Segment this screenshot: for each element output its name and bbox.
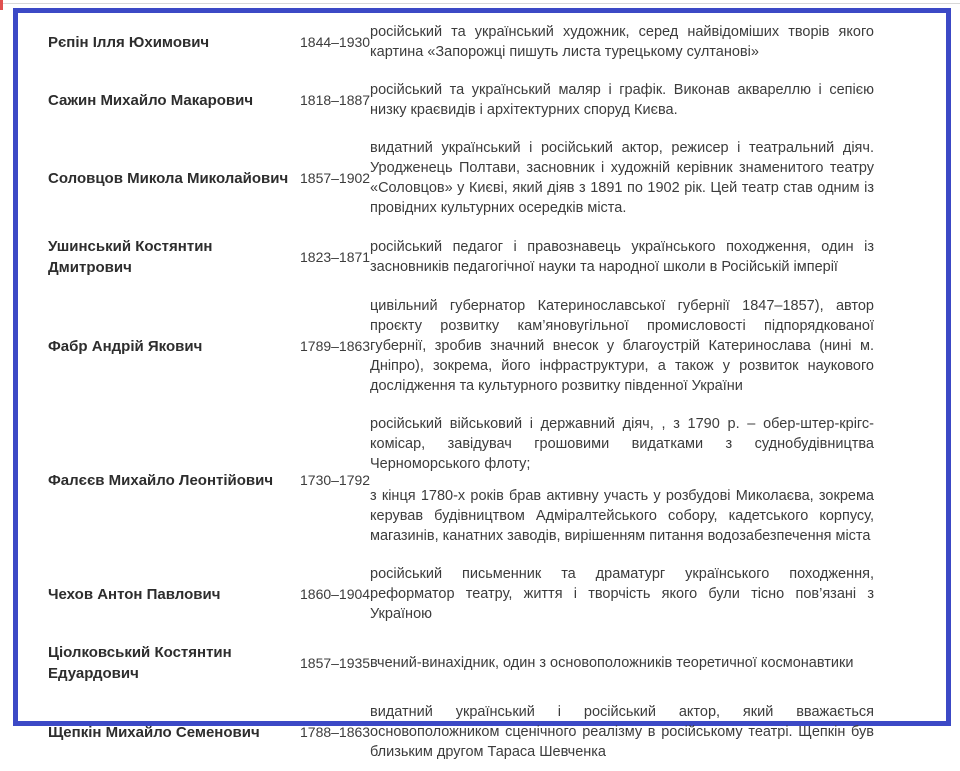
person-name: Ушинський Костянтин Дмитрович xyxy=(48,238,213,276)
table-row xyxy=(18,555,946,633)
person-name: Соловцов Микола Миколайович xyxy=(48,169,289,187)
person-description xyxy=(370,227,946,287)
table-row xyxy=(18,405,946,555)
person-years: 1730–1792 xyxy=(300,472,371,488)
table-row xyxy=(18,129,946,227)
person-years: 1857–1935 xyxy=(300,655,371,671)
table-frame xyxy=(13,8,951,760)
description-paragraph: російський та український художник, серед найвідоміших творів якого картина «Запорожці пишуть листа турецькому султанові» xyxy=(370,24,874,60)
table-row xyxy=(18,227,946,287)
person-years: 1844–1930 xyxy=(300,34,371,50)
person-name: Фалєєв Михайло Леонтійович xyxy=(48,471,274,489)
person-name: Сажин Михайло Макарович xyxy=(48,91,254,109)
person-description xyxy=(370,13,946,71)
table-row xyxy=(18,633,946,693)
people-table xyxy=(18,13,946,771)
table-row xyxy=(18,287,946,405)
description-paragraph: цивільний губернатор Катеринославської губернії 1847–1857), автор проєкту розвитку кам’яновугільної промисловості підпорядкованої губернії, зробив значний внесок у благоустрій Катеринослава (нині м. Дніпро), зокрема, його інфраструктури, а також у розвиток наукового дослідження та культурного розвитку південної України xyxy=(370,298,874,394)
person-years: 1818–1887 xyxy=(300,92,371,108)
description-paragraph: з кінця 1780-х років брав активну участь у розбудові Миколаєва, зокрема керував будівництвом Адміралтейського собору, кадетського корпусу, магазинів, канатних заводів, вирішенням питання водозабезпечення міста xyxy=(370,488,874,544)
person-name: Рєпін Ілля Юхимович xyxy=(48,33,210,51)
top-divider-line xyxy=(0,3,960,4)
table-row xyxy=(18,13,946,71)
person-description xyxy=(370,633,946,693)
description-paragraph: видатний український і російський актор, режисер і театральний діяч. Уродженець Полтави, засновник і художній керівник знаменитого театру «Соловцов» у Києві, який діяв з 1891 по 1902 рік. Цей театр став одним із провідних культурних осередків міста. xyxy=(370,140,874,216)
table-body xyxy=(18,13,946,771)
person-name: Фабр Андрій Якович xyxy=(48,337,203,355)
description-paragraph: російський та український маляр і графік. Виконав аквареллю і сепією низку краєвидів і архітектурних споруд Києва. xyxy=(370,82,874,118)
person-description xyxy=(370,71,946,129)
person-years: 1789–1863 xyxy=(300,338,371,354)
description-paragraph: вчений-винахідник, один з основоположників теоретичної космонавтики xyxy=(370,655,854,671)
description-paragraph: видатний український і російський актор, який вважається основоположником сценічного реалізму в російському театрі. Щепкін був близьким другом Тараса Шевченка xyxy=(370,704,874,760)
description-paragraph: російський військовий і державний діяч, , з 1790 р. – обер-штер-крігс-комісар, завідувач грошовими видатками з суднобудівництва Черноморського флоту; xyxy=(370,416,874,472)
table-row xyxy=(18,71,946,129)
person-description xyxy=(370,287,946,405)
person-description xyxy=(370,555,946,633)
person-years: 1788–1863 xyxy=(300,724,371,740)
table-row xyxy=(18,693,946,771)
person-description xyxy=(370,129,946,227)
person-description xyxy=(370,693,946,771)
person-name: Чехов Антон Павлович xyxy=(48,585,221,603)
person-description xyxy=(370,405,946,555)
description-paragraph: російський педагог і правознавець українського походження, один із засновників педагогічної науки та народної школи в Російській імперії xyxy=(370,239,874,275)
person-years: 1823–1871 xyxy=(300,249,371,265)
person-name: Щепкін Михайло Семенович xyxy=(48,723,260,741)
person-years: 1860–1904 xyxy=(300,586,371,602)
person-name: Ціолковський Костянтин Едуардович xyxy=(48,644,232,682)
left-edge-red-mark xyxy=(0,0,3,10)
description-paragraph: російський письменник та драматург українського походження, реформатор театру, життя і творчість якого були тісно пов’язані з Україною xyxy=(370,566,874,622)
person-years: 1857–1902 xyxy=(300,170,371,186)
